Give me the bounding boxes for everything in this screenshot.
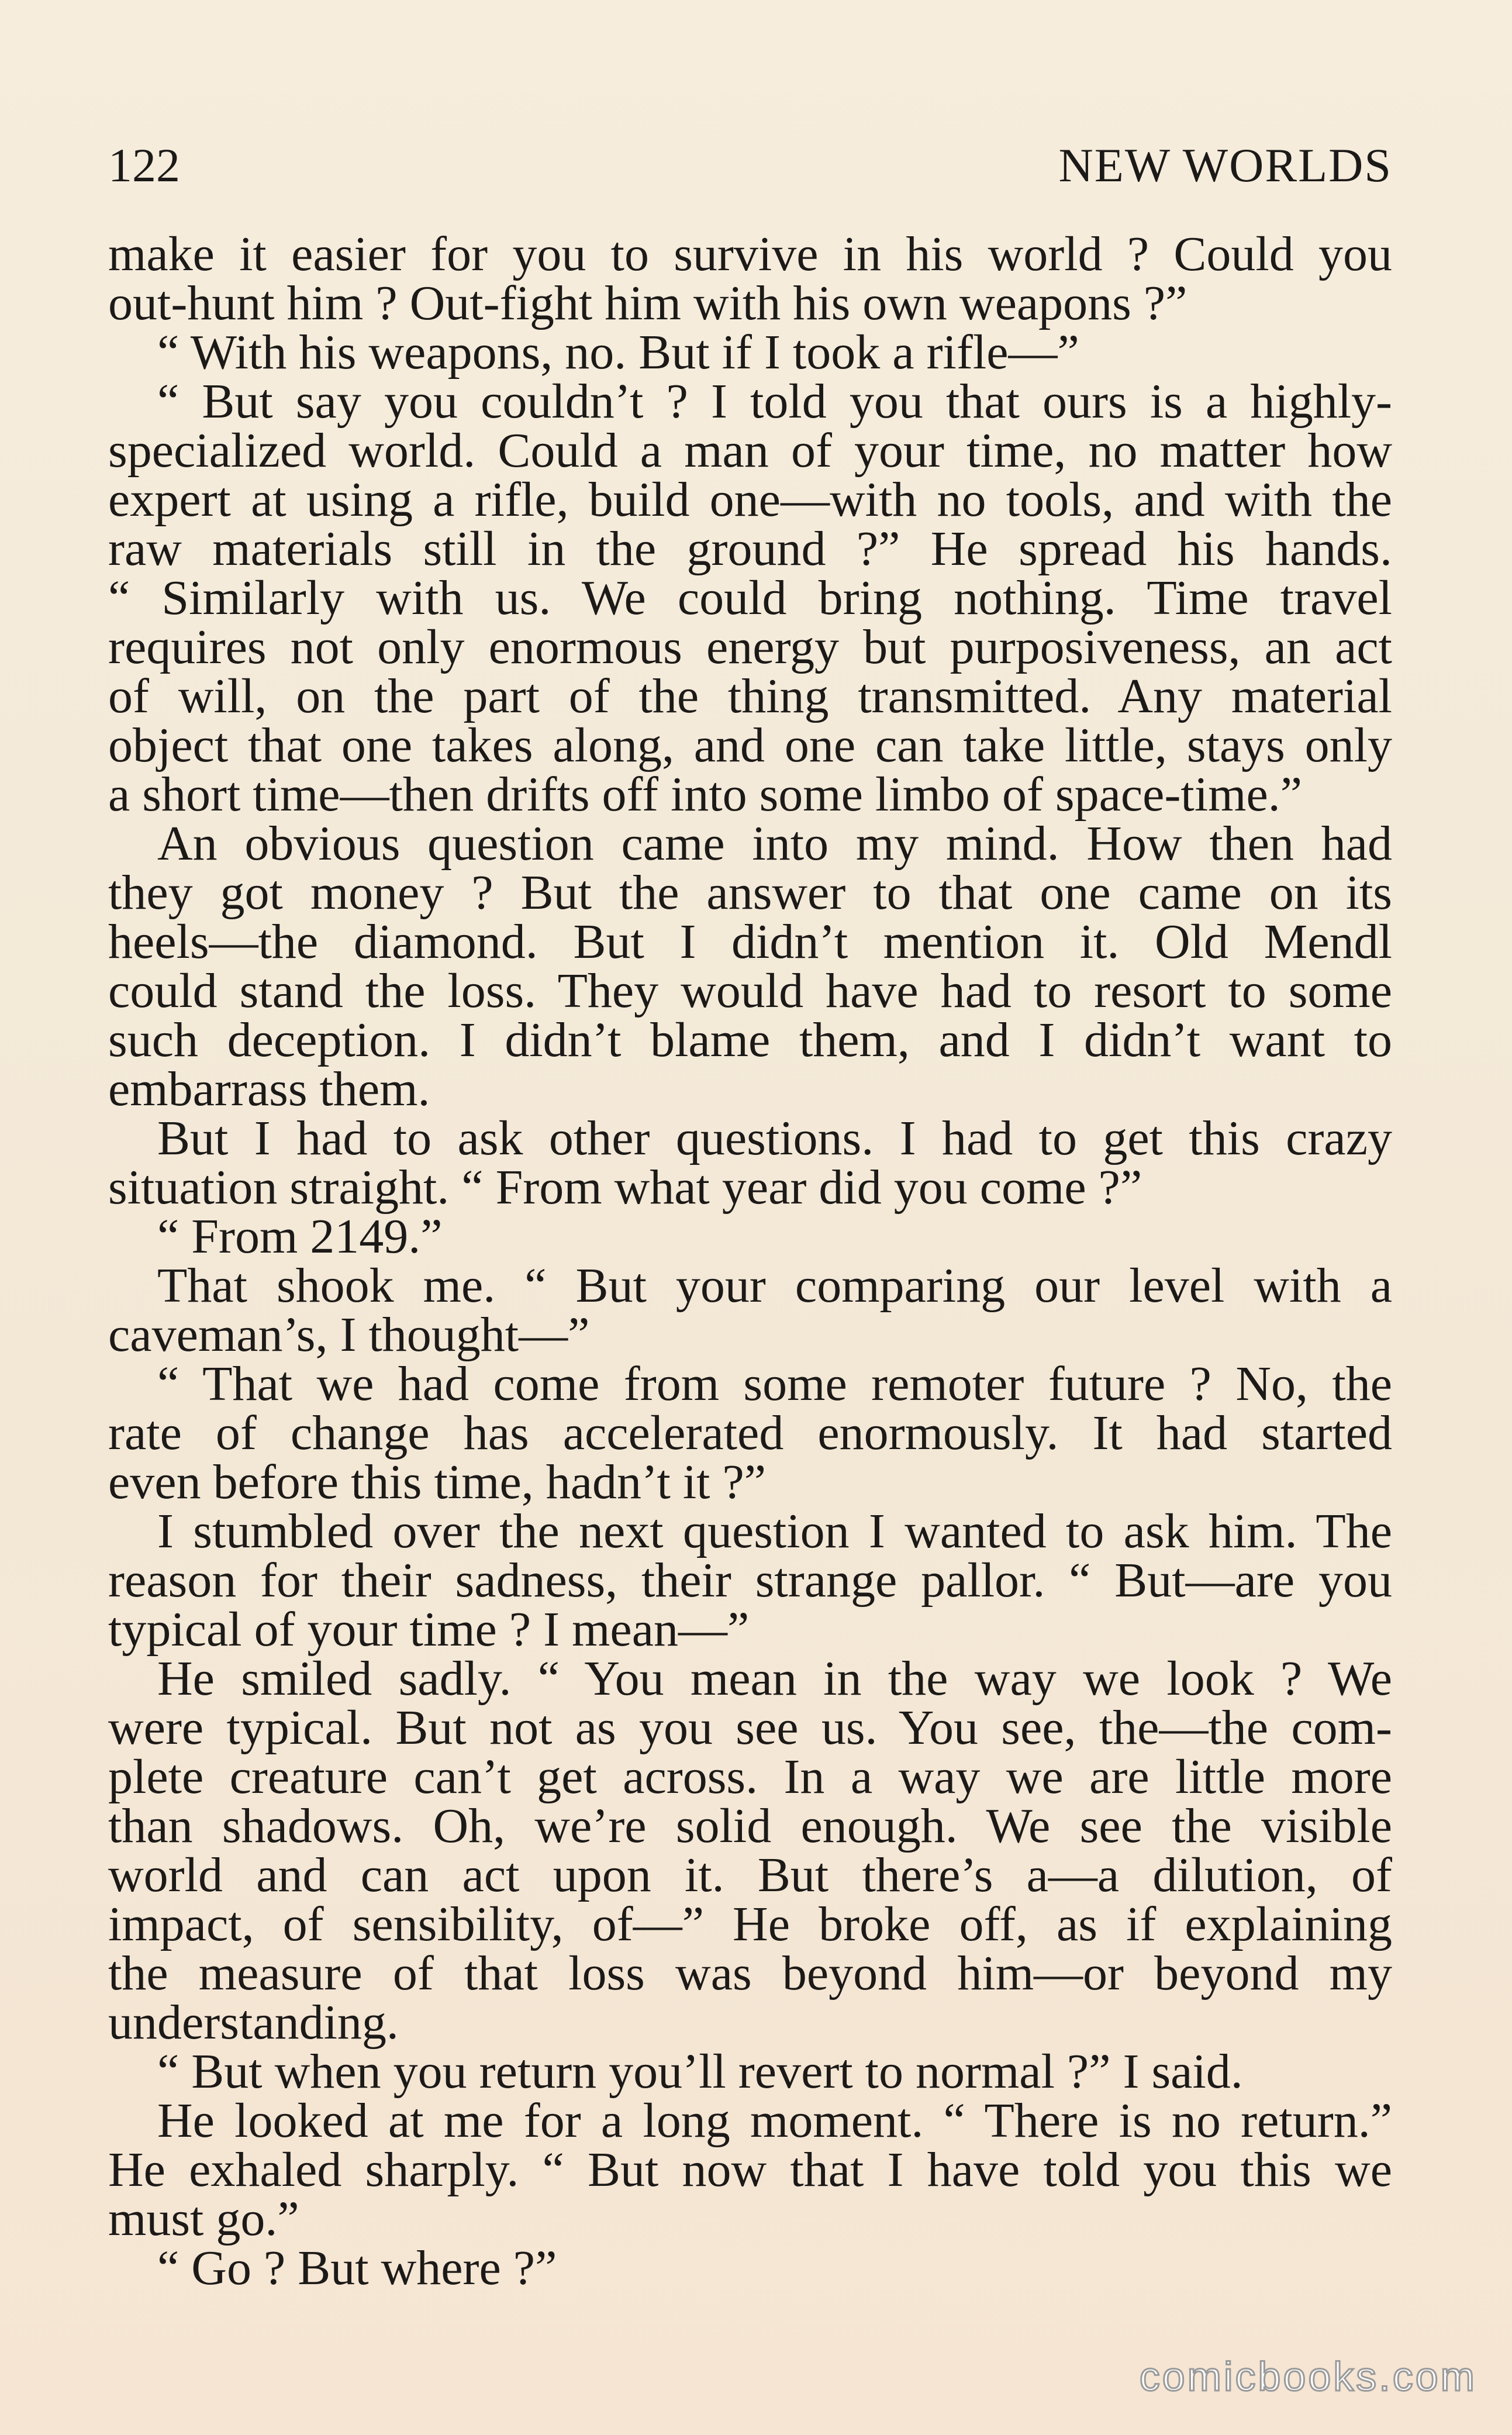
text-line: typical of your time ? I mean—” bbox=[108, 1602, 750, 1657]
text-line: “ But say you couldn’t ? I told you that ours is a highly- bbox=[157, 374, 1392, 429]
text-line: make it easier for you to survive in his world ? Could you bbox=[108, 227, 1392, 281]
text-line: plete creature can’t get across. In a way we are little more bbox=[108, 1750, 1392, 1804]
text-line: reason for their sadness, their strange pallor. “ But—are you bbox=[108, 1553, 1392, 1608]
text-line: than shadows. Oh, we’re solid enough. We see the visible bbox=[108, 1799, 1392, 1853]
text-line: An obvious question came into my mind. How then had bbox=[157, 816, 1392, 871]
text-line: a short time—then drifts off into some limbo of space-time.” bbox=[108, 767, 1303, 822]
text-line: object that one takes along, and one can take little, stays only bbox=[108, 718, 1392, 772]
text-line: I stumbled over the next question I wanted to ask him. The bbox=[157, 1504, 1392, 1558]
text-line: requires not only enormous energy but purposiveness, an act bbox=[108, 620, 1392, 674]
text-line: “ With his weapons, no. But if I took a rifle—” bbox=[157, 325, 1079, 380]
text-line: But I had to ask other questions. I had to get this crazy bbox=[157, 1111, 1392, 1165]
page-number: 122 bbox=[108, 139, 180, 192]
text-line: they got money ? But the answer to that one came on its bbox=[108, 865, 1392, 920]
text-line: He looked at me for a long moment. “ There is no return.” bbox=[157, 2093, 1392, 2148]
page-header bbox=[108, 133, 1392, 198]
text-line: He exhaled sharply. “ But now that I have told you this we bbox=[108, 2143, 1392, 2197]
text-line: specialized world. Could a man of your time, no matter how bbox=[108, 423, 1392, 478]
text-line: of will, on the part of the thing transmitted. Any material bbox=[108, 669, 1392, 723]
watermark: comicbooks.com bbox=[1139, 2354, 1477, 2399]
text-line: even before this time, hadn’t it ?” bbox=[108, 1455, 767, 1509]
text-line: rate of change has accelerated enormously. It had started bbox=[108, 1406, 1392, 1460]
running-head: NEW WORLDS bbox=[1058, 139, 1392, 192]
text-line: must go.” bbox=[108, 2192, 299, 2246]
text-line: “ Similarly with us. We could bring nothing. Time travel bbox=[108, 571, 1392, 625]
text-line: impact, of sensibility, of—” He broke off, as if explaining bbox=[108, 1897, 1392, 1951]
text-line: world and can act upon it. But there’s a—a dilution, of bbox=[108, 1848, 1392, 1902]
text-line: situation straight. “ From what year did you come ?” bbox=[108, 1160, 1142, 1215]
text-line: the measure of that loss was beyond him—or beyond my bbox=[108, 1946, 1392, 2001]
text-line: understanding. bbox=[108, 1995, 399, 2050]
body-text bbox=[108, 227, 1392, 2295]
text-line: “ From 2149.” bbox=[157, 1209, 443, 1264]
text-line: “ That we had come from some remoter future ? No, the bbox=[157, 1357, 1392, 1411]
text-line: “ Go ? But where ?” bbox=[157, 2241, 557, 2295]
text-line: raw materials still in the ground ?” He spread his hands. bbox=[108, 522, 1392, 576]
text-line: He smiled sadly. “ You mean in the way we look ? We bbox=[157, 1651, 1392, 1706]
text-line: were typical. But not as you see us. You see, the—the com- bbox=[108, 1701, 1392, 1755]
text-line: could stand the loss. They would have had to resort to some bbox=[108, 964, 1392, 1018]
text-line: That shook me. “ But your comparing our level with a bbox=[157, 1258, 1392, 1313]
text-line: caveman’s, I thought—” bbox=[108, 1308, 590, 1362]
text-line: heels—the diamond. But I didn’t mention it. Old Mendl bbox=[108, 915, 1392, 969]
text-line: out-hunt him ? Out-fight him with his own weapons ?” bbox=[108, 276, 1187, 330]
text-line: such deception. I didn’t blame them, and I didn’t want to bbox=[108, 1013, 1392, 1067]
text-line: “ But when you return you’ll revert to normal ?” I said. bbox=[157, 2044, 1243, 2099]
text-line: embarrass them. bbox=[108, 1062, 430, 1116]
text-line: expert at using a rifle, build one—with no tools, and with the bbox=[108, 472, 1392, 527]
